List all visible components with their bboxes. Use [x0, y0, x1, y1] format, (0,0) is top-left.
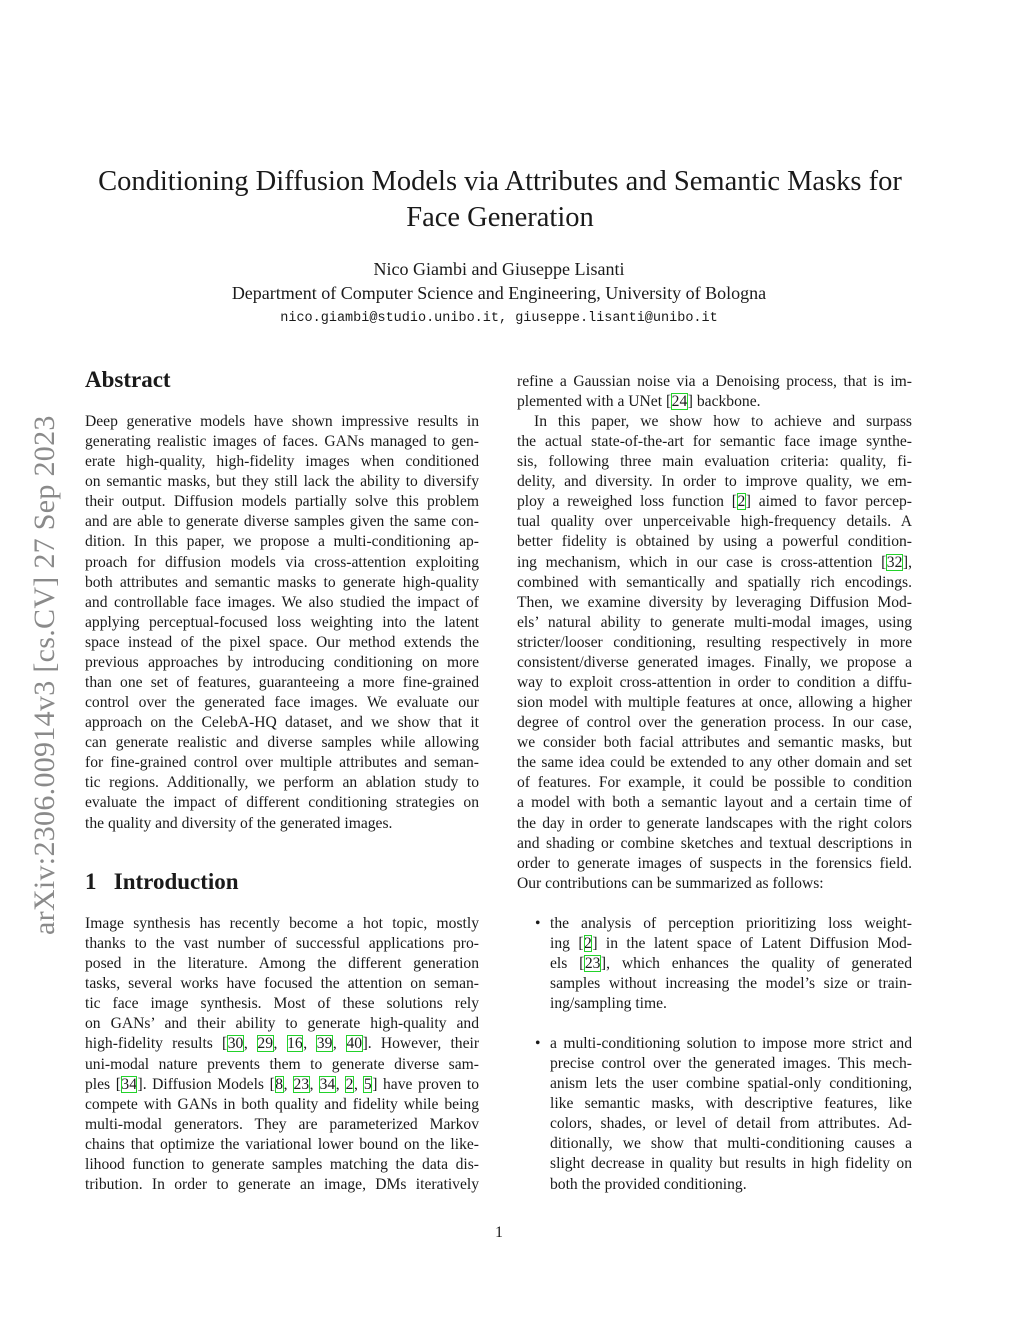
text-line: els [23], which enhances the quality of generated	[550, 955, 912, 973]
bullet-marker: •	[535, 1035, 541, 1052]
text-line: generating realistic images of faces. GANs managed to gen-	[85, 433, 479, 451]
introduction-body	[85, 914, 479, 1195]
text-line: ploy a reweighed loss function [2] aimed to favor percep-	[517, 493, 912, 511]
text-line: sion model with multiple features at once, allowing a higher	[517, 694, 912, 712]
text-line: and controllable face images. We also studied the impact of	[85, 593, 479, 611]
paper-title-line-1: Conditioning Diffusion Models via Attributes and Semantic Masks for	[98, 166, 902, 197]
citation-link[interactable]: 34	[121, 1075, 137, 1093]
text-line: way to exploit cross-attention in order to condition a diffu-	[517, 674, 912, 692]
arxiv-identifier: arXiv:2306.00914v3 [cs.CV] 27 Sep 2023	[28, 415, 61, 935]
text-line: evaluate the impact of different conditioning strategies on	[85, 794, 479, 812]
citation-link[interactable]: 30	[227, 1035, 244, 1053]
text-line: precise control over the generated images. This mech-	[550, 1055, 912, 1073]
text-line: applying perceptual-focused loss weighting into the latent	[85, 613, 479, 631]
text-line: we consider both facial attributes and semantic masks, but	[517, 734, 912, 752]
text-line: high-fidelity results [30, 29, 16, 39, 40]. However, their	[85, 1035, 480, 1053]
text-line: tual quality over unperceivable high-frequency details. A	[517, 513, 912, 531]
citation-link[interactable]: 23	[584, 955, 601, 973]
authors: Nico Giambi and Giuseppe Lisanti	[373, 259, 625, 279]
citation-link[interactable]: 40	[346, 1035, 363, 1053]
citation-link[interactable]: 2	[584, 935, 592, 953]
text-line: lihood function to generate samples matching the data dis-	[85, 1155, 479, 1173]
text-line: on GANs’ and their ability to generate high-quality and	[85, 1015, 479, 1033]
text-line: of features. For example, it could be possible to condition	[517, 774, 912, 792]
text-line: multi-modal generators. They are parameterized Markov	[85, 1115, 479, 1133]
citation-link[interactable]: 29	[257, 1035, 274, 1053]
text-line: ing mechanism, which in our case is cross-attention [32],	[517, 553, 912, 571]
text-line: erate high-quality, high-fidelity images when conditioned	[85, 453, 479, 471]
citation-link[interactable]: 2	[737, 493, 746, 511]
text-line: delity, and diversity. In order to improve quality, we em-	[517, 473, 912, 491]
text-line: the same idea could be extended to any other domain and set	[517, 754, 912, 772]
text-line: for fine-grained control over multiple attributes and seman-	[85, 754, 479, 772]
text-line: els’ natural ability to generate multi-modal images, using	[517, 613, 912, 631]
text-line: proach for diffusion models via cross-attention exploiting	[85, 553, 479, 571]
text-line: In this paper, we show how to achieve and surpass	[534, 413, 912, 430]
text-line: dition. In this paper, we propose a multi-conditioning ap-	[85, 533, 479, 551]
text-line: approach on the CelebA-HQ dataset, and we show that it	[85, 714, 479, 732]
text-line: and are able to generate diverse samples given the same con-	[85, 513, 479, 531]
text-line: tasks, several works have focused the attention on seman-	[85, 975, 479, 993]
text-line: control over the generated face images. We evaluate our	[85, 694, 479, 712]
text-line: ing [2] in the latent space of Latent Diffusion Mod-	[550, 935, 912, 953]
text-line: uni-modal nature prevents them to generate diverse sam-	[85, 1055, 479, 1073]
text-line: both the provided conditioning.	[550, 1175, 747, 1193]
text-line: can generate realistic and diverse samples while allowing	[85, 734, 479, 752]
text-line: thanks to the vast number of successful applications pro-	[85, 935, 479, 953]
text-line: the day in order to generate landscapes with the right colors	[517, 814, 912, 832]
text-line: tic regions. Additionally, we perform an ablation study to	[85, 774, 479, 792]
text-line: combined with semantically and spatially rich encodings.	[517, 573, 912, 591]
abstract-heading: Abstract	[85, 367, 171, 392]
text-line: a multi-conditioning solution to impose more strict and	[550, 1035, 912, 1052]
text-line: on semantic masks, but they still lack the ability to diversify	[85, 473, 479, 491]
text-line: space instead of the pixel space. Our method extends the	[85, 633, 479, 651]
text-line: the analysis of perception prioritizing loss weight-	[550, 915, 912, 932]
text-line: the quality and diversity of the generated images.	[85, 814, 393, 832]
text-line: plemented with a UNet [24] backbone.	[517, 393, 761, 411]
citation-link[interactable]: 24	[671, 393, 688, 411]
text-line: ing/sampling time.	[550, 995, 667, 1013]
citation-link[interactable]: 23	[293, 1075, 310, 1093]
text-line: colors, shades, or level of detail from attributes. Ad-	[550, 1115, 912, 1133]
text-line: tribution. In order to generate an image, DMs iteratively	[85, 1176, 479, 1194]
contribution-bullet-1	[535, 914, 912, 1014]
text-line: previous approaches by introducing conditioning on more	[85, 653, 479, 671]
text-line: samples without increasing the model’s size or train-	[550, 975, 912, 993]
text-line: Our contributions can be summarized as follows:	[517, 874, 824, 892]
text-line: Image synthesis has recently become a hot topic, mostly	[85, 915, 479, 932]
text-line: their output. Diffusion models partially solve this problem	[85, 493, 479, 511]
text-line: order to generate images of suspects in the forensics field.	[517, 854, 912, 872]
text-line: both attributes and semantic masks to generate high-quality	[85, 573, 479, 591]
text-line: ditionally, we show that multi-conditioning causes a	[550, 1135, 912, 1153]
text-line: slight decrease in quality but results in high fidelity on	[550, 1155, 912, 1173]
text-line: posed in the literature. Among the different generation	[85, 955, 479, 973]
text-line: ples [34]. Diffusion Models [8, 23, 34, 2, 5] have proven to	[85, 1075, 479, 1093]
text-line: Then, we examine diversity by leveraging Diffusion Mod-	[517, 593, 912, 611]
text-line: a model with both a semantic layout and a certain time of	[517, 794, 912, 812]
bullet-marker: •	[535, 915, 541, 932]
text-line: chains that optimize the variational lower bound on the like-	[85, 1135, 479, 1153]
page-number: 1	[495, 1224, 503, 1241]
introduction-continued	[517, 372, 912, 412]
introduction-paragraph-2	[517, 412, 912, 894]
text-line: tic face image synthesis. Most of these solutions rely	[85, 995, 479, 1013]
text-line: the actual state-of-the-art for semantic face image synthe-	[517, 433, 912, 451]
text-line: Deep generative models have shown impressive results in	[85, 413, 479, 430]
citation-link[interactable]: 39	[316, 1035, 333, 1053]
text-line: than one set of features, guaranteeing a more fine-grained	[85, 674, 479, 692]
citation-link[interactable]: 34	[319, 1075, 336, 1093]
text-line: and shading or combine sketches and textual descriptions in	[517, 834, 912, 852]
citation-link[interactable]: 32	[886, 553, 903, 571]
affiliation: Department of Computer Science and Engineering, University of Bologna	[231, 283, 767, 303]
text-line: like semantic masks, with descriptive features, like	[550, 1095, 912, 1113]
text-line: refine a Gaussian noise via a Denoising process, that is im-	[517, 373, 912, 390]
citation-link[interactable]: 16	[287, 1035, 303, 1053]
text-line: better fidelity is obtained by using a powerful condition-	[517, 533, 912, 551]
contribution-bullet-2	[535, 1034, 912, 1195]
citation-link[interactable]: 5	[363, 1075, 372, 1093]
citation-link[interactable]: 2	[345, 1075, 354, 1093]
paper-title-line-2: Face Generation	[406, 202, 594, 233]
text-line: compete with GANs in both quality and fidelity while being	[85, 1095, 479, 1113]
text-line: stricter/looser conditioning, resulting respectively in more	[517, 633, 912, 651]
citation-link[interactable]: 8	[275, 1075, 284, 1093]
abstract-body	[85, 412, 479, 834]
introduction-heading: 1 Introduction	[85, 869, 239, 894]
author-emails: nico.giambi@studio.unibo.it, giuseppe.lisanti@unibo.it	[280, 311, 718, 326]
text-line: degree of control over the generation process. In our case,	[517, 714, 912, 732]
text-line: sis, following three main evaluation criteria: quality, fi-	[517, 453, 912, 471]
text-line: anism lets the user combine spatial-only conditioning,	[550, 1075, 912, 1093]
text-line: consistent/diverse generated images. Finally, we propose a	[517, 653, 912, 671]
